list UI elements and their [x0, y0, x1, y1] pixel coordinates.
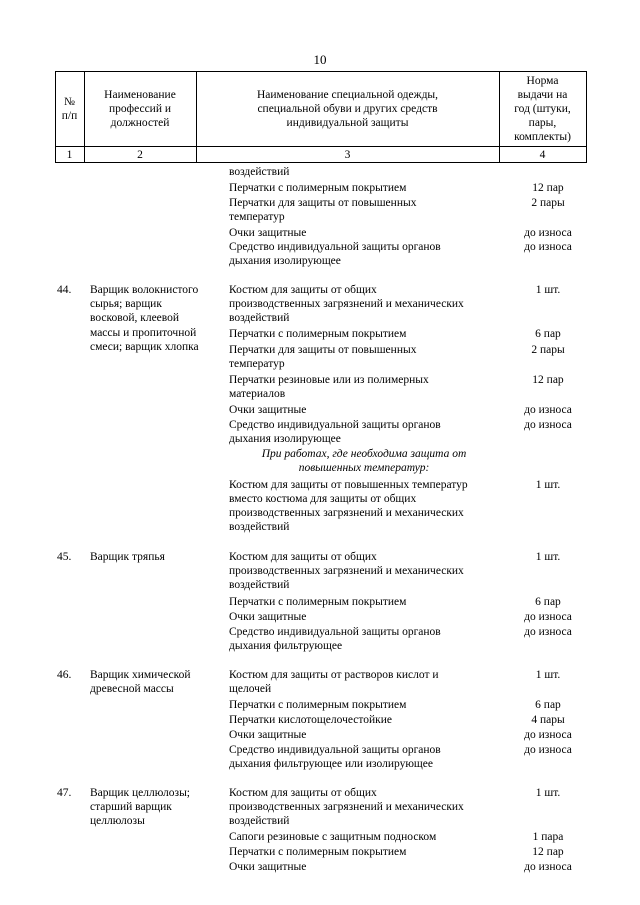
- item-line: Костюм для защиты от повышенных температур: [229, 479, 468, 491]
- item-line: Перчатки с полимерным покрытием: [229, 182, 407, 194]
- item-line: Костюм для защиты от общих: [229, 551, 377, 563]
- item-line: Перчатки кислотощелочестойкие: [229, 714, 392, 726]
- norm-value: 6 пар: [535, 699, 561, 711]
- item-line: Средство индивидуальной защиты органов: [229, 744, 441, 756]
- norm-value: 2 пары: [531, 344, 565, 356]
- profession-line: Варщик целлюлозы;: [90, 787, 190, 799]
- item-line: Очки защитные: [229, 404, 307, 416]
- header-profession-column: [84, 71, 196, 146]
- norm-value: 2 пары: [531, 197, 565, 209]
- item-line: вместо костюма для защиты от общих: [229, 493, 417, 505]
- item-line: Очки защитные: [229, 227, 307, 239]
- item-line: воздействий: [229, 521, 290, 533]
- item-line: производственных загрязнений и механических: [229, 565, 464, 577]
- row-number: 44.: [57, 284, 72, 296]
- header-col4: Норма выдачи на год (штуки, пары, комплекты): [514, 74, 571, 143]
- profession-line: целлюлозы: [90, 815, 145, 827]
- profession-line: восковой, клеевой: [90, 312, 180, 324]
- profession-line: смеси; варщик хлопка: [90, 341, 199, 353]
- item-line: Очки защитные: [229, 729, 307, 741]
- norm-value: 12 пар: [532, 374, 564, 386]
- header-col-number-2: 2: [137, 149, 143, 161]
- norm-value: до износа: [524, 419, 572, 431]
- header-col1: № п/п: [61, 95, 78, 122]
- item-line: Перчатки с полимерным покрытием: [229, 328, 407, 340]
- item-line: дыхания фильтрующее: [229, 640, 343, 652]
- norm-value: до износа: [524, 744, 572, 756]
- norm-value: до износа: [524, 241, 572, 253]
- profession-line: Варщик тряпья: [90, 551, 165, 563]
- condition-note: При работах, где необходима защита от: [261, 448, 467, 460]
- item-line: Перчатки с полимерным покрытием: [229, 699, 407, 711]
- item-line: Средство индивидуальной защиты органов: [229, 419, 441, 431]
- norm-value: 1 пара: [532, 831, 564, 843]
- item-line: Костюм для защиты от общих: [229, 787, 377, 799]
- norm-value: до износа: [524, 611, 572, 623]
- profession-line: сырья; варщик: [90, 298, 162, 310]
- item-line: Перчатки резиновые или из полимерных: [229, 374, 429, 386]
- header-mid-rule: [55, 146, 587, 147]
- norm-value: 12 пар: [532, 182, 564, 194]
- norm-value: 1 шт.: [535, 669, 561, 681]
- item-line: Перчатки с полимерным покрытием: [229, 846, 407, 858]
- item-line: Средство индивидуальной защиты органов: [229, 241, 441, 253]
- item-line: Перчатки с полимерным покрытием: [229, 596, 407, 608]
- header-number-column: [55, 71, 84, 146]
- table-header: [55, 71, 587, 163]
- item-line: производственных загрязнений и механических: [229, 507, 464, 519]
- header-col2: Наименование профессий и должностей: [104, 88, 176, 129]
- item-line: Очки защитные: [229, 861, 307, 873]
- item-line: Перчатки для защиты от повышенных: [229, 197, 417, 209]
- item-line: температур: [229, 358, 285, 370]
- row-number: 45.: [57, 551, 72, 563]
- item-line: материалов: [229, 388, 286, 400]
- item-line: Очки защитные: [229, 611, 307, 623]
- norm-value: до износа: [524, 626, 572, 638]
- norm-value: 6 пар: [535, 596, 561, 608]
- profession-line: Варщик волокнистого: [90, 284, 199, 296]
- item-line: Костюм для защиты от растворов кислот и: [229, 669, 439, 681]
- item-line: Перчатки для защиты от повышенных: [229, 344, 417, 356]
- norm-value: 4 пары: [531, 714, 565, 726]
- profession-line: Варщик химической: [90, 669, 191, 681]
- item-line: воздействий: [229, 579, 290, 591]
- item-line: производственных загрязнений и механических: [229, 801, 464, 813]
- norm-value: до износа: [524, 861, 572, 873]
- header-col3: Наименование специальной одежды, специальной обуви и других средств индивидуальной защиты: [256, 88, 439, 129]
- norm-value: 1 шт.: [535, 551, 561, 563]
- profession-line: массы и пропиточной: [90, 327, 197, 339]
- item-line: Костюм для защиты от общих: [229, 284, 377, 296]
- page-number: 10: [313, 52, 327, 67]
- item-line: дыхания фильтрующее или изолирующее: [229, 758, 433, 770]
- item-line: дыхания изолирующее: [229, 433, 341, 445]
- norm-value: 1 шт.: [535, 479, 561, 491]
- row-number: 47.: [57, 787, 72, 799]
- norm-value: 12 пар: [532, 846, 564, 858]
- item-line: температур: [229, 211, 285, 223]
- header-item-column: [196, 71, 499, 146]
- header-col-number-4: 4: [539, 149, 546, 161]
- item-line: воздействий: [229, 312, 290, 324]
- profession-line: древесной массы: [90, 683, 174, 695]
- norm-value: 1 шт.: [535, 787, 561, 799]
- row-number: 46.: [57, 669, 72, 681]
- norm-value: до износа: [524, 404, 572, 416]
- header-norm-column: [499, 71, 586, 146]
- norm-value: 6 пар: [535, 328, 561, 340]
- norm-value: до износа: [524, 729, 572, 741]
- item-line: дыхания изолирующее: [229, 255, 341, 267]
- item-line: производственных загрязнений и механических: [229, 298, 464, 310]
- item-line: воздействий: [229, 166, 290, 178]
- header-col-number-1: 1: [66, 149, 73, 161]
- header-bottom-rule: [55, 162, 587, 163]
- norm-value: 1 шт.: [535, 284, 561, 296]
- item-line: воздействий: [229, 815, 290, 827]
- header-col-number-3: 3: [344, 149, 351, 161]
- item-line: Сапоги резиновые с защитным подноском: [229, 831, 437, 843]
- item-line: Средство индивидуальной защиты органов: [229, 626, 441, 638]
- profession-line: старший варщик: [90, 801, 172, 813]
- header-rule-right: [586, 71, 587, 163]
- norm-value: до износа: [524, 227, 572, 239]
- item-line: щелочей: [229, 683, 272, 695]
- condition-note: повышенных температур:: [298, 462, 430, 474]
